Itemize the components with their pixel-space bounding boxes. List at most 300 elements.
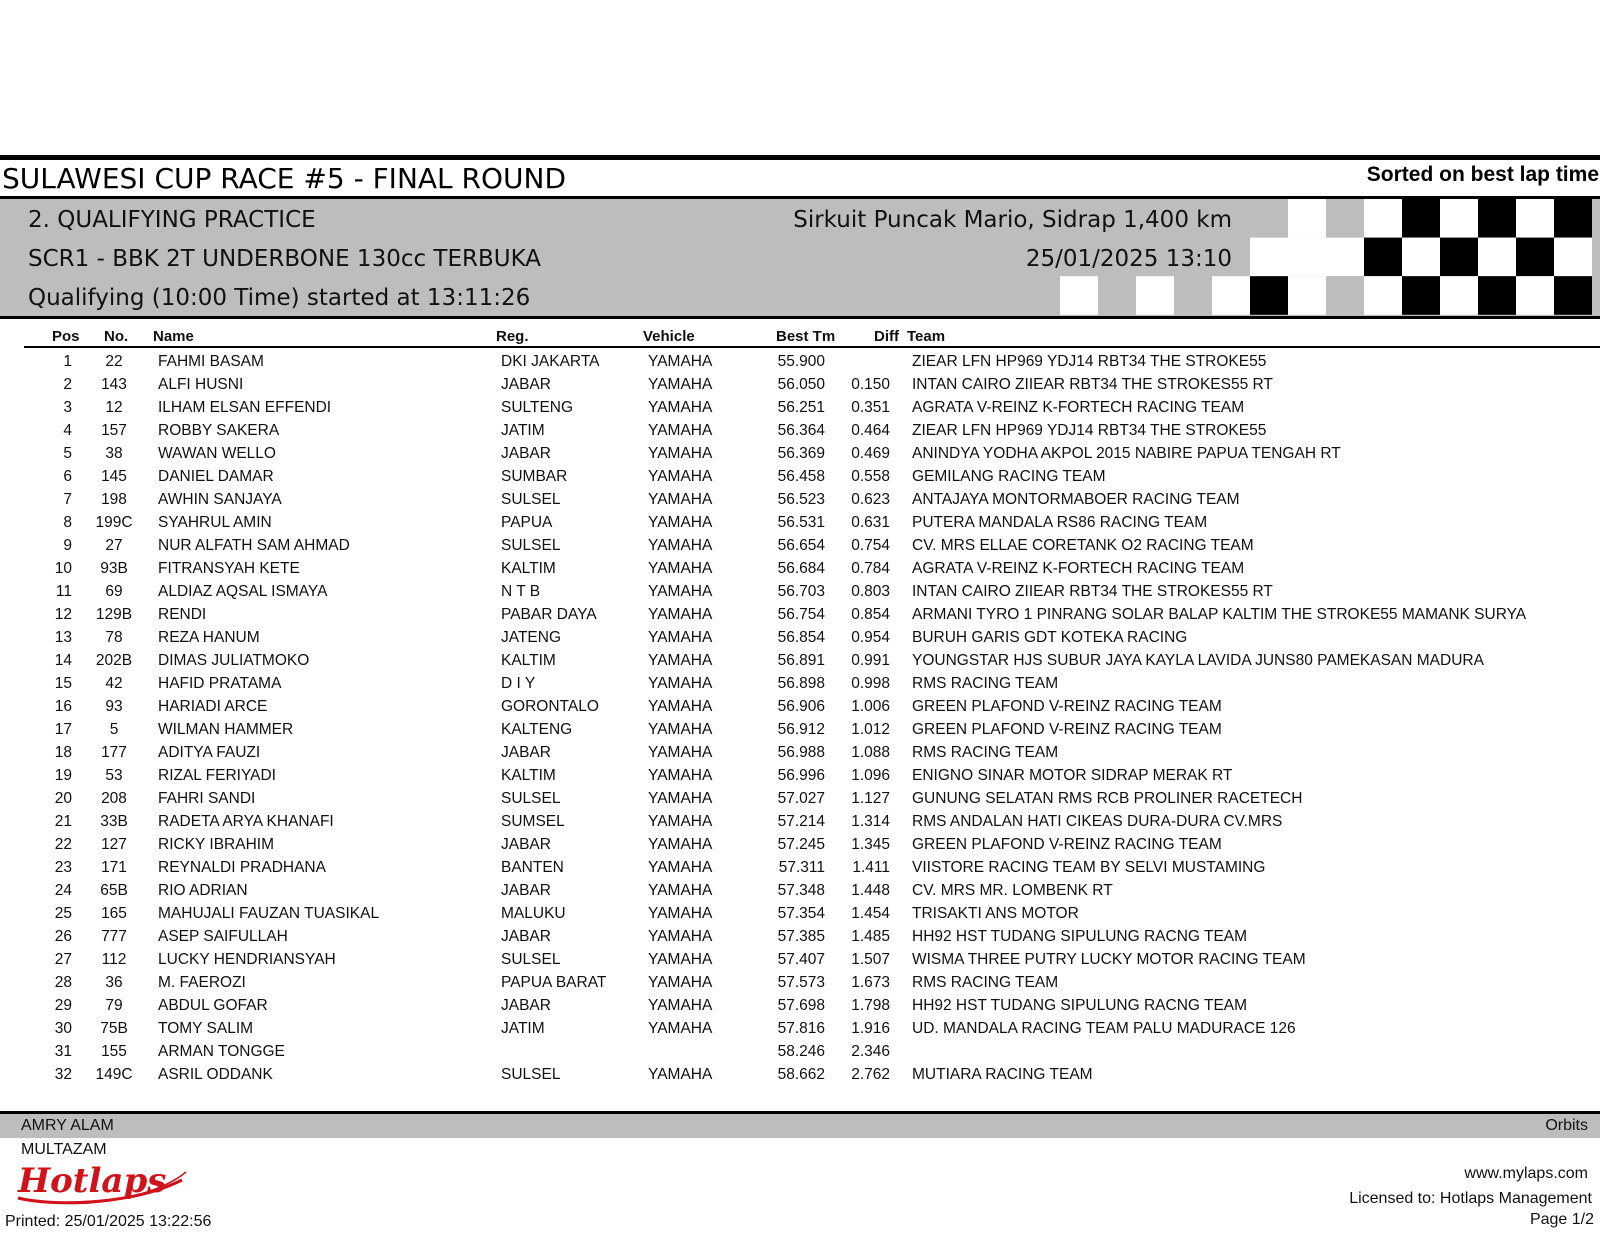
checker-square <box>1326 199 1364 238</box>
cell-reg: JABAR <box>501 997 551 1014</box>
event-title: SULAWESI CUP RACE #5 - FINAL ROUND <box>2 162 567 195</box>
cell-best-time: 58.246 <box>777 1043 825 1060</box>
cell-team: GREEN PLAFOND V-REINZ RACING TEAM <box>912 836 1222 853</box>
cell-best-time: 56.988 <box>777 744 825 761</box>
footer-band <box>0 1114 1600 1138</box>
table-row <box>0 419 1600 442</box>
table-row <box>0 856 1600 879</box>
checker-square <box>1440 238 1478 277</box>
cell-vehicle: YAMAHA <box>648 974 713 991</box>
cell-no: 22 <box>105 353 123 370</box>
cell-team: GUNUNG SELATAN RMS RCB PROLINER RACETECH <box>912 790 1303 807</box>
checker-square <box>1554 276 1592 315</box>
cell-name: AWHIN SANJAYA <box>158 491 282 508</box>
table-row <box>0 718 1600 741</box>
checker-square <box>1364 276 1402 315</box>
cell-diff: 1.127 <box>851 790 890 807</box>
cell-best-time: 56.050 <box>777 376 825 393</box>
cell-pos: 32 <box>54 1066 72 1083</box>
cell-no: 145 <box>101 468 127 485</box>
cell-team: ZIEAR LFN HP969 YDJ14 RBT34 THE STROKE55 <box>912 422 1267 439</box>
cell-name: LUCKY HENDRIANSYAH <box>158 951 336 968</box>
table-row <box>0 1040 1600 1063</box>
cell-pos: 4 <box>63 422 72 439</box>
cell-no: 198 <box>101 491 127 508</box>
cell-reg: JATIM <box>501 1020 545 1037</box>
cell-pos: 3 <box>63 399 72 416</box>
cell-no: 112 <box>101 951 127 968</box>
table-row <box>0 1017 1600 1040</box>
official-name-1: AMRY ALAM <box>21 1117 114 1134</box>
cell-reg: MALUKU <box>501 905 566 922</box>
cell-no: 143 <box>101 376 127 393</box>
circuit-name: Sirkuit Puncak Mario, Sidrap 1,400 km <box>793 207 1232 233</box>
cell-pos: 27 <box>54 951 72 968</box>
column-header-pos: Pos <box>52 328 80 345</box>
table-row <box>0 649 1600 672</box>
cell-vehicle: YAMAHA <box>648 422 713 439</box>
cell-team: GREEN PLAFOND V-REINZ RACING TEAM <box>912 721 1222 738</box>
cell-no: 199C <box>95 514 133 531</box>
cell-vehicle: YAMAHA <box>648 445 713 462</box>
checker-square <box>1554 238 1592 277</box>
cell-pos: 15 <box>54 675 72 692</box>
cell-diff: 1.096 <box>851 767 890 784</box>
cell-team: ENIGNO SINAR MOTOR SIDRAP MERAK RT <box>912 767 1233 784</box>
cell-no: 42 <box>105 675 123 692</box>
cell-no: 208 <box>101 790 127 807</box>
checker-square <box>1516 276 1554 315</box>
cell-pos: 11 <box>55 583 72 600</box>
checker-square <box>1554 199 1592 238</box>
cell-team: PUTERA MANDALA RS86 RACING TEAM <box>912 514 1208 531</box>
cell-best-time: 56.684 <box>777 560 825 577</box>
cell-best-time: 57.573 <box>777 974 825 991</box>
cell-best-time: 56.654 <box>777 537 825 554</box>
cell-team: MUTIARA RACING TEAM <box>912 1066 1093 1083</box>
cell-pos: 2 <box>63 376 72 393</box>
sort-note: Sorted on best lap time <box>1366 163 1599 186</box>
table-row <box>0 396 1600 419</box>
cell-pos: 7 <box>63 491 72 508</box>
cell-best-time: 57.311 <box>778 859 825 876</box>
cell-vehicle: YAMAHA <box>648 790 713 807</box>
checker-square <box>1250 276 1288 315</box>
cell-vehicle: YAMAHA <box>648 583 713 600</box>
cell-best-time: 56.251 <box>777 399 825 416</box>
cell-diff: 1.485 <box>851 928 890 945</box>
cell-diff: 0.854 <box>851 606 890 623</box>
cell-name: FAHMI BASAM <box>158 353 264 370</box>
column-header-diff: Diff <box>874 328 899 345</box>
cell-team: ANINDYA YODHA AKPOL 2015 NABIRE PAPUA TENGAH RT <box>912 445 1341 462</box>
table-row <box>0 948 1600 971</box>
checker-square <box>1060 276 1098 315</box>
table-row <box>0 879 1600 902</box>
cell-diff: 0.469 <box>851 445 890 462</box>
table-row <box>0 741 1600 764</box>
cell-best-time: 56.996 <box>777 767 825 784</box>
cell-team: TRISAKTI ANS MOTOR <box>912 905 1079 922</box>
cell-diff: 1.012 <box>851 721 890 738</box>
cell-diff: 0.803 <box>851 583 890 600</box>
cell-pos: 24 <box>54 882 72 899</box>
checker-square <box>1288 199 1326 238</box>
checker-square <box>1364 238 1402 277</box>
checker-square <box>1478 276 1516 315</box>
cell-vehicle: YAMAHA <box>648 652 713 669</box>
cell-vehicle: YAMAHA <box>648 1066 713 1083</box>
cell-no: 75B <box>100 1020 128 1037</box>
cell-vehicle: YAMAHA <box>648 882 713 899</box>
cell-pos: 8 <box>63 514 72 531</box>
checker-square <box>1402 238 1440 277</box>
table-row <box>0 373 1600 396</box>
cell-diff: 2.346 <box>851 1043 890 1060</box>
cell-diff: 0.558 <box>851 468 890 485</box>
cell-vehicle: YAMAHA <box>648 353 713 370</box>
website-link[interactable]: www.mylaps.com <box>1464 1165 1588 1182</box>
cell-vehicle: YAMAHA <box>648 813 713 830</box>
cell-diff: 0.631 <box>851 514 890 531</box>
cell-name: HARIADI ARCE <box>158 698 268 715</box>
cell-vehicle: YAMAHA <box>648 560 713 577</box>
cell-pos: 22 <box>54 836 72 853</box>
cell-reg: JABAR <box>501 376 551 393</box>
cell-team: GEMILANG RACING TEAM <box>912 468 1106 485</box>
cell-best-time: 56.523 <box>777 491 825 508</box>
cell-best-time: 56.854 <box>777 629 825 646</box>
cell-reg: SUMBAR <box>501 468 568 485</box>
cell-vehicle: YAMAHA <box>648 836 713 853</box>
cell-reg: JATENG <box>501 629 561 646</box>
cell-best-time: 56.912 <box>777 721 825 738</box>
cell-vehicle: YAMAHA <box>648 491 713 508</box>
table-row <box>0 695 1600 718</box>
cell-diff: 0.784 <box>851 560 890 577</box>
class-name: SCR1 - BBK 2T UNDERBONE 130cc TERBUKA <box>28 246 542 272</box>
table-header-rule <box>24 346 1600 348</box>
table-row <box>0 672 1600 695</box>
table-row <box>0 833 1600 856</box>
cell-pos: 9 <box>63 537 72 554</box>
cell-no: 36 <box>105 974 123 991</box>
cell-team: BURUH GARIS GDT KOTEKA RACING <box>912 629 1188 646</box>
cell-reg: SUMSEL <box>501 813 565 830</box>
cell-vehicle: YAMAHA <box>648 629 713 646</box>
cell-team: YOUNGSTAR HJS SUBUR JAYA KAYLA LAVIDA JUNS80 PAMEKASAN MADURA <box>912 652 1484 669</box>
cell-pos: 19 <box>54 767 72 784</box>
cell-best-time: 57.385 <box>777 928 825 945</box>
cell-vehicle: YAMAHA <box>648 514 713 531</box>
cell-diff: 0.954 <box>851 629 890 646</box>
cell-name: ASRIL ODDANK <box>158 1066 273 1083</box>
cell-vehicle: YAMAHA <box>648 859 713 876</box>
column-header-best: Best Tm <box>776 328 836 345</box>
session-info: Qualifying (10:00 Time) started at 13:11:26 <box>28 285 531 311</box>
cell-best-time: 55.900 <box>777 353 825 370</box>
cell-reg: JABAR <box>501 445 551 462</box>
checker-square <box>1402 276 1440 315</box>
cell-name: RICKY IBRAHIM <box>158 836 274 853</box>
cell-name: DANIEL DAMAR <box>158 468 274 485</box>
info-band-bottom-rule <box>0 316 1600 319</box>
cell-reg: PAPUA BARAT <box>501 974 607 991</box>
cell-reg: SULSEL <box>501 1066 561 1083</box>
cell-name: REZA HANUM <box>158 629 260 646</box>
checker-square <box>1326 238 1364 277</box>
cell-pos: 10 <box>54 560 72 577</box>
cell-no: 155 <box>101 1043 127 1060</box>
cell-name: HAFID PRATAMA <box>158 675 282 692</box>
cell-reg: JABAR <box>501 744 551 761</box>
cell-team: VIISTORE RACING TEAM BY SELVI MUSTAMING <box>912 859 1266 876</box>
table-row <box>0 626 1600 649</box>
checker-square <box>1516 238 1554 277</box>
hotlaps-logo <box>10 1158 190 1208</box>
cell-team: RMS RACING TEAM <box>912 744 1059 761</box>
cell-diff: 0.623 <box>851 491 890 508</box>
checker-square <box>1136 276 1174 315</box>
checker-square <box>1440 276 1478 315</box>
cell-pos: 14 <box>54 652 72 669</box>
cell-pos: 6 <box>63 468 72 485</box>
cell-best-time: 57.027 <box>777 790 825 807</box>
cell-team: GREEN PLAFOND V-REINZ RACING TEAM <box>912 698 1222 715</box>
table-row <box>0 810 1600 833</box>
cell-diff: 1.345 <box>851 836 890 853</box>
cell-no: 157 <box>101 422 127 439</box>
cell-reg: SULTENG <box>501 399 574 416</box>
cell-vehicle: YAMAHA <box>648 606 713 623</box>
cell-team: HH92 HST TUDANG SIPULUNG RACNG TEAM <box>912 997 1248 1014</box>
cell-no: 38 <box>105 445 123 462</box>
cell-diff: 1.673 <box>851 974 890 991</box>
license-note: Licensed to: Hotlaps Management <box>1349 1190 1592 1207</box>
cell-pos: 29 <box>54 997 72 1014</box>
cell-reg: SULSEL <box>501 951 561 968</box>
printed-timestamp: Printed: 25/01/2025 13:22:56 <box>5 1213 212 1230</box>
checker-square <box>1288 238 1326 277</box>
cell-no: 78 <box>105 629 123 646</box>
cell-name: ASEP SAIFULLAH <box>158 928 288 945</box>
cell-vehicle: YAMAHA <box>648 721 713 738</box>
cell-team: RMS ANDALAN HATI CIKEAS DURA-DURA CV.MRS <box>912 813 1283 830</box>
cell-diff: 0.150 <box>851 376 890 393</box>
cell-vehicle: YAMAHA <box>648 997 713 1014</box>
cell-pos: 31 <box>54 1043 72 1060</box>
cell-reg: D I Y <box>501 675 536 692</box>
cell-vehicle: YAMAHA <box>648 675 713 692</box>
checker-square <box>1364 199 1402 238</box>
cell-team: AGRATA V-REINZ K-FORTECH RACING TEAM <box>912 399 1245 416</box>
column-header-name: Name <box>153 328 194 345</box>
cell-no: 129B <box>95 606 133 623</box>
results-table <box>0 350 1600 1086</box>
cell-team: UD. MANDALA RACING TEAM PALU MADURACE 126 <box>912 1020 1296 1037</box>
cell-diff: 2.762 <box>851 1066 890 1083</box>
checker-square <box>1288 276 1326 315</box>
cell-best-time: 57.698 <box>777 997 825 1014</box>
cell-pos: 18 <box>54 744 72 761</box>
cell-team: ANTAJAYA MONTORMABOER RACING TEAM <box>912 491 1240 508</box>
cell-name: RIO ADRIAN <box>158 882 248 899</box>
cell-reg: N T B <box>501 583 541 600</box>
cell-no: 5 <box>109 721 119 738</box>
column-header-reg: Reg. <box>496 328 529 345</box>
cell-reg: DKI JAKARTA <box>501 353 600 370</box>
table-row <box>0 902 1600 925</box>
cell-diff: 0.351 <box>851 399 890 416</box>
cell-name: ADITYA FAUZI <box>158 744 261 761</box>
orbits-label: Orbits <box>1545 1117 1588 1134</box>
cell-best-time: 58.662 <box>777 1066 825 1083</box>
table-row <box>0 971 1600 994</box>
checker-square <box>1478 238 1516 277</box>
cell-no: 69 <box>105 583 123 600</box>
cell-pos: 21 <box>54 813 72 830</box>
checker-square <box>1516 199 1554 238</box>
cell-diff: 1.006 <box>851 698 890 715</box>
cell-best-time: 57.407 <box>777 951 825 968</box>
cell-best-time: 56.703 <box>777 583 825 600</box>
cell-best-time: 57.214 <box>777 813 825 830</box>
cell-reg: KALTIM <box>501 767 556 784</box>
cell-team: WISMA THREE PUTRY LUCKY MOTOR RACING TEAM <box>912 951 1306 968</box>
cell-pos: 28 <box>54 974 72 991</box>
cell-pos: 25 <box>54 905 72 922</box>
cell-no: 202B <box>95 652 133 669</box>
cell-vehicle: YAMAHA <box>648 905 713 922</box>
session-datetime: 25/01/2025 13:10 <box>1025 246 1232 272</box>
cell-team: INTAN CAIRO ZIIEAR RBT34 THE STROKES55 RT <box>912 376 1273 393</box>
checker-square <box>1250 199 1288 238</box>
cell-name: MAHUJALI FAUZAN TUASIKAL <box>158 905 380 922</box>
table-row <box>0 557 1600 580</box>
cell-team: INTAN CAIRO ZIIEAR RBT34 THE STROKES55 RT <box>912 583 1273 600</box>
cell-no: 149C <box>95 1066 133 1083</box>
cell-diff: 0.754 <box>851 537 890 554</box>
checker-square <box>1326 276 1364 315</box>
cell-no: 79 <box>105 997 123 1014</box>
cell-pos: 17 <box>54 721 72 738</box>
cell-vehicle: YAMAHA <box>648 744 713 761</box>
cell-vehicle: YAMAHA <box>648 468 713 485</box>
cell-name: FAHRI SANDI <box>158 790 256 807</box>
cell-team: HH92 HST TUDANG SIPULUNG RACNG TEAM <box>912 928 1248 945</box>
cell-name: SYAHRUL AMIN <box>158 514 272 531</box>
cell-pos: 1 <box>63 353 72 370</box>
cell-reg: JABAR <box>501 882 551 899</box>
cell-name: RADETA ARYA KHANAFI <box>158 813 334 830</box>
cell-team: RMS RACING TEAM <box>912 675 1059 692</box>
cell-name: WILMAN HAMMER <box>158 721 294 738</box>
checker-square <box>1174 276 1212 315</box>
cell-diff: 1.507 <box>851 951 890 968</box>
cell-best-time: 57.245 <box>777 836 825 853</box>
cell-reg: JABAR <box>501 836 551 853</box>
cell-team: CV. MRS ELLAE CORETANK O2 RACING TEAM <box>912 537 1254 554</box>
cell-best-time: 56.906 <box>777 698 825 715</box>
cell-reg: JABAR <box>501 928 551 945</box>
cell-reg: KALTIM <box>501 560 556 577</box>
checker-square <box>1212 276 1250 315</box>
cell-reg: PABAR DAYA <box>501 606 597 623</box>
cell-pos: 20 <box>54 790 72 807</box>
cell-diff: 0.464 <box>851 422 890 439</box>
table-row <box>0 488 1600 511</box>
cell-diff: 1.448 <box>851 882 890 899</box>
cell-diff: 1.411 <box>852 859 890 876</box>
cell-name: RENDI <box>158 606 207 623</box>
cell-pos: 26 <box>54 928 72 945</box>
cell-best-time: 56.891 <box>777 652 825 669</box>
table-row <box>0 764 1600 787</box>
cell-no: 777 <box>101 928 127 945</box>
checker-square <box>1402 199 1440 238</box>
cell-team: RMS RACING TEAM <box>912 974 1059 991</box>
cell-pos: 23 <box>54 859 72 876</box>
cell-reg: KALTENG <box>501 721 573 738</box>
cell-no: 12 <box>105 399 123 416</box>
cell-name: RIZAL FERIYADI <box>158 767 276 784</box>
cell-no: 53 <box>105 767 123 784</box>
cell-name: FITRANSYAH KETE <box>158 560 300 577</box>
cell-reg: SULSEL <box>501 790 561 807</box>
cell-best-time: 57.354 <box>777 905 825 922</box>
cell-team: ARMANI TYRO 1 PINRANG SOLAR BALAP KALTIM THE STROKE55 MAMANK SURYA <box>912 606 1527 623</box>
cell-diff: 1.314 <box>851 813 890 830</box>
cell-diff: 1.088 <box>851 744 890 761</box>
cell-best-time: 57.816 <box>777 1020 825 1037</box>
cell-name: ILHAM ELSAN EFFENDI <box>158 399 332 416</box>
cell-no: 165 <box>101 905 127 922</box>
table-row <box>0 925 1600 948</box>
cell-pos: 12 <box>54 606 72 623</box>
cell-vehicle: YAMAHA <box>648 537 713 554</box>
cell-team: AGRATA V-REINZ K-FORTECH RACING TEAM <box>912 560 1245 577</box>
cell-name: WAWAN WELLO <box>158 445 276 462</box>
table-row <box>0 994 1600 1017</box>
column-header-no: No. <box>104 328 129 345</box>
cell-name: ARMAN TONGGE <box>158 1043 285 1060</box>
cell-no: 27 <box>105 537 123 554</box>
cell-vehicle: YAMAHA <box>648 951 713 968</box>
cell-pos: 16 <box>54 698 72 715</box>
cell-reg: GORONTALO <box>501 698 599 715</box>
official-name-2: MULTAZAM <box>21 1141 107 1158</box>
cell-pos: 5 <box>63 445 72 462</box>
page-number: Page 1/2 <box>1529 1211 1594 1228</box>
cell-name: ROBBY SAKERA <box>158 422 280 439</box>
checker-square <box>1478 199 1516 238</box>
cell-reg: SULSEL <box>501 491 561 508</box>
cell-team: ZIEAR LFN HP969 YDJ14 RBT34 THE STROKE55 <box>912 353 1267 370</box>
cell-reg: KALTIM <box>501 652 556 669</box>
cell-vehicle: YAMAHA <box>648 399 713 416</box>
table-row <box>0 580 1600 603</box>
cell-name: DIMAS JULIATMOKO <box>158 652 310 669</box>
cell-best-time: 56.754 <box>777 606 825 623</box>
cell-vehicle: YAMAHA <box>648 767 713 784</box>
cell-diff: 0.991 <box>851 652 890 669</box>
column-header-vehicle: Vehicle <box>643 328 695 345</box>
cell-best-time: 57.348 <box>777 882 825 899</box>
checker-square <box>1250 238 1288 277</box>
table-row <box>0 1063 1600 1086</box>
cell-reg: BANTEN <box>501 859 564 876</box>
cell-no: 33B <box>100 813 128 830</box>
